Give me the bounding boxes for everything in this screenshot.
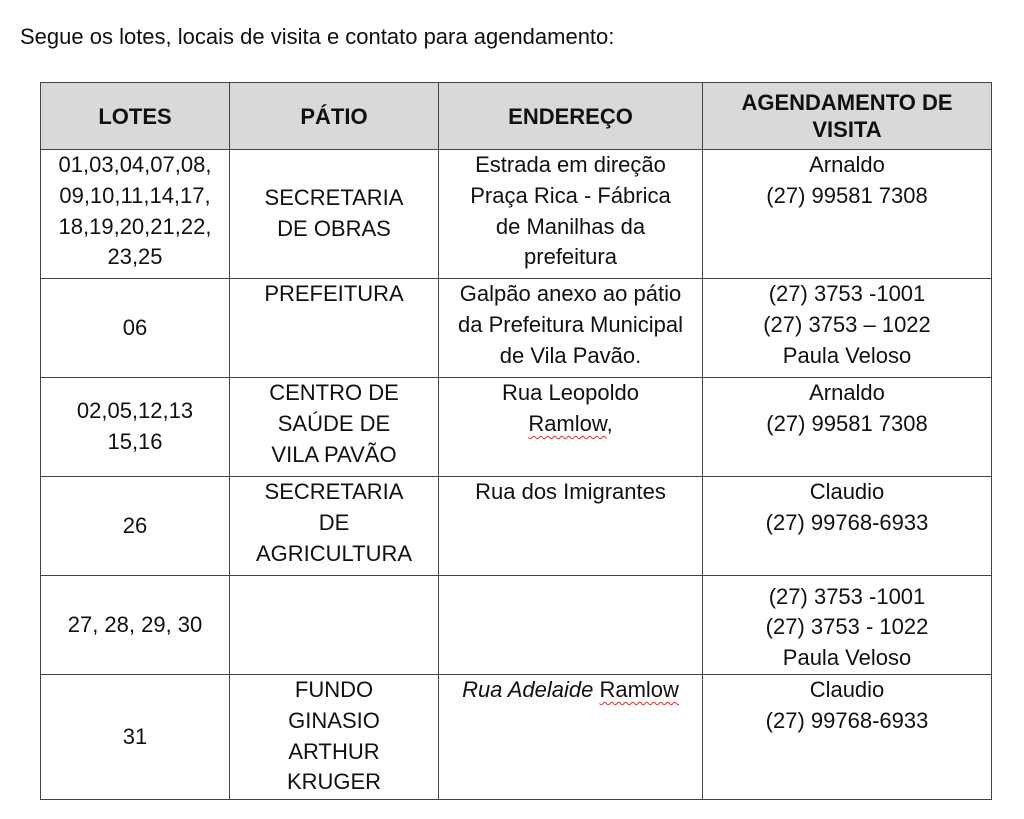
contact-phone: (27) 99768-6933 bbox=[765, 509, 929, 535]
cell-lotes bbox=[41, 576, 230, 675]
cell-line: GINASIO bbox=[288, 707, 380, 733]
contact-phone: (27) 99581 7308 bbox=[766, 182, 928, 208]
cell-line: de Manilhas da bbox=[495, 213, 646, 239]
cell-lotes bbox=[41, 477, 230, 576]
header-agendamento bbox=[703, 83, 992, 150]
cell-endereco bbox=[439, 675, 703, 800]
table-row bbox=[41, 150, 992, 279]
cell-patio bbox=[230, 477, 439, 576]
cell-line: CENTRO DE bbox=[269, 380, 399, 405]
spellcheck-word: Ramlow bbox=[599, 677, 679, 702]
cell-line: SECRETARIA bbox=[264, 479, 404, 504]
cell-endereco bbox=[439, 576, 703, 675]
contact-phone: (27) 3753 - 1022 bbox=[765, 614, 929, 640]
contact-name: Paula Veloso bbox=[782, 342, 912, 368]
cell-line: ARTHUR bbox=[288, 738, 380, 764]
cell-line bbox=[443, 409, 698, 440]
cell-line: SAÚDE DE bbox=[277, 410, 391, 436]
cell-line: 01,03,04,07,08, bbox=[58, 152, 212, 177]
cell-line: AGRICULTURA bbox=[255, 540, 413, 566]
cell-line: FUNDO bbox=[294, 677, 374, 702]
cell-patio bbox=[230, 675, 439, 800]
cell-patio bbox=[230, 150, 439, 279]
table-row bbox=[41, 576, 992, 675]
contact-phone: (27) 3753 -1001 bbox=[768, 281, 926, 306]
cell-line: 26 bbox=[122, 512, 148, 538]
cell-patio bbox=[230, 378, 439, 477]
cell-line: prefeitura bbox=[524, 244, 617, 270]
table-row bbox=[41, 477, 992, 576]
contact-name: Arnaldo bbox=[809, 152, 885, 177]
contact-name: Claudio bbox=[809, 677, 885, 702]
cell-line: Galpão anexo ao pátio bbox=[459, 281, 682, 306]
table-row bbox=[41, 378, 992, 477]
header-agendamento-line: AGENDAMENTO DE bbox=[741, 90, 953, 115]
table-row bbox=[41, 675, 992, 800]
cell-endereco bbox=[439, 378, 703, 477]
cell-line: 02,05,12,13 bbox=[76, 398, 194, 424]
cell-line: SECRETARIA bbox=[264, 185, 404, 211]
contact-name: Paula Veloso bbox=[782, 645, 912, 671]
table-row bbox=[41, 279, 992, 378]
lots-table bbox=[40, 82, 992, 800]
contact-phone: (27) 3753 -1001 bbox=[768, 583, 926, 609]
cell-line: de Vila Pavão. bbox=[499, 342, 642, 368]
header-patio: PÁTIO bbox=[230, 83, 439, 150]
cell-agendamento bbox=[703, 279, 992, 378]
header-row bbox=[41, 83, 992, 150]
cell-agendamento bbox=[703, 675, 992, 800]
cell-lotes bbox=[41, 150, 230, 279]
contact-phone: (27) 99581 7308 bbox=[766, 410, 928, 436]
cell-line: Estrada em direção bbox=[475, 152, 666, 177]
cell-line: 06 bbox=[122, 314, 148, 340]
contact-name: Claudio bbox=[809, 479, 885, 504]
cell-line: da Prefeitura Municipal bbox=[457, 311, 683, 337]
cell-line: 23,25 bbox=[107, 244, 163, 270]
cell-line: 18,19,20,21,22, bbox=[58, 213, 212, 239]
cell-line: 31 bbox=[122, 723, 148, 749]
intro-text: Segue os lotes, locais de visita e contato para agendamento: bbox=[20, 24, 615, 49]
contact-phone: (27) 99768-6933 bbox=[765, 707, 929, 733]
header-lotes: LOTES bbox=[41, 83, 230, 150]
cell-lotes bbox=[41, 279, 230, 378]
cell-line: KRUGER bbox=[286, 769, 382, 795]
cell-agendamento bbox=[703, 378, 992, 477]
cell-line: DE bbox=[318, 509, 350, 535]
spellcheck-word: Ramlow bbox=[528, 410, 607, 436]
cell-agendamento bbox=[703, 150, 992, 279]
contact-phone: (27) 3753 – 1022 bbox=[763, 311, 931, 337]
cell-line: 15,16 bbox=[107, 429, 163, 454]
cell-endereco bbox=[439, 150, 703, 279]
cell-line: 27, 28, 29, 30 bbox=[67, 611, 203, 637]
cell-agendamento bbox=[703, 477, 992, 576]
header-endereco: ENDEREÇO bbox=[439, 83, 703, 150]
cell-line: VILA PAVÃO bbox=[271, 441, 397, 467]
cell-lotes bbox=[41, 378, 230, 477]
cell-line: Rua dos Imigrantes bbox=[475, 479, 666, 504]
header-agendamento-line: VISITA bbox=[812, 117, 882, 142]
cell-line: PREFEITURA bbox=[264, 281, 404, 306]
contact-name: Arnaldo bbox=[809, 380, 885, 405]
cell-patio bbox=[230, 279, 439, 378]
italic-street: Rua Adelaide bbox=[462, 677, 594, 702]
cell-line bbox=[443, 675, 698, 706]
cell-line: Rua Leopoldo bbox=[501, 380, 639, 405]
cell-patio bbox=[230, 576, 439, 675]
cell-endereco bbox=[439, 279, 703, 378]
cell-line: DE OBRAS bbox=[277, 216, 391, 241]
cell-line: 09,10,11,14,17, bbox=[59, 182, 211, 208]
cell-lotes bbox=[41, 675, 230, 800]
cell-agendamento bbox=[703, 576, 992, 675]
cell-punct: , bbox=[606, 410, 613, 436]
cell-line: Praça Rica - Fábrica bbox=[470, 182, 671, 208]
cell-endereco bbox=[439, 477, 703, 576]
